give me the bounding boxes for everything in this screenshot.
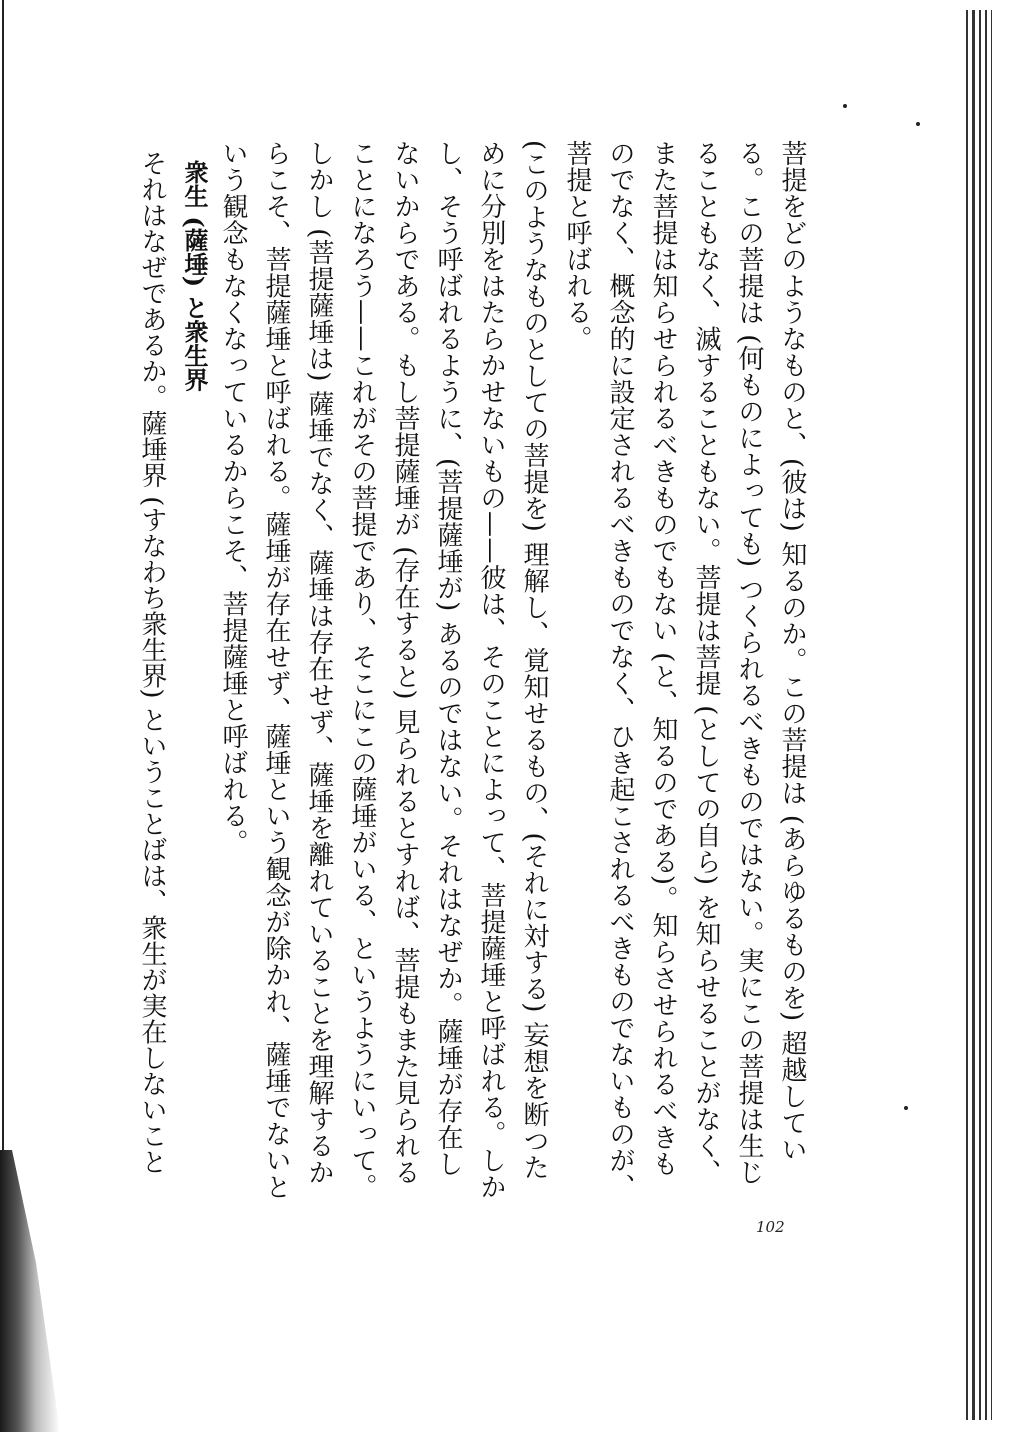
scan-speck xyxy=(843,104,847,108)
scan-edge-line xyxy=(2,0,4,1150)
scan-speck xyxy=(916,122,920,126)
binding-line xyxy=(985,10,987,1420)
paragraph: (このようなものとしての菩提を) 理解し、覚知せるもの、(それに対する) 妄想を断つために分別をはたらかせないもの——彼は、そのことによって、菩提薩埵と呼ばれる。しかし、そう呼ばれるように、(菩提薩埵が) あるのではない。それはなぜか。薩埵が存在しないからである。もし菩提薩埵が (存在すると) 見られるとすれば、菩提もまた見られることになろう——これがその菩提であり、そこにこの薩埵がいる、というようにいって。しかし (菩提薩埵は) 薩埵でなく、薩埵は存在せず、薩埵を離れていることを理解するからこそ、菩提薩埵と呼ばれる。薩埵が存在せず、薩埵という観念が除かれ、薩埵でないという観念もなくなっているからこそ、菩提薩埵と呼ばれる。 xyxy=(218,140,549,1200)
binding-line xyxy=(991,10,992,1420)
binding-line xyxy=(966,10,968,1420)
section-block xyxy=(130,150,216,1210)
paragraph: それはなぜであるか。薩埵界 (すなわち衆生界) ということばは、衆生が実在しないこと xyxy=(137,150,167,1175)
section-heading: 衆生 (薩埵) と衆生界 xyxy=(180,160,209,392)
scan-edge-shadow xyxy=(0,1150,60,1432)
paragraph: 菩提をどのようなものと、(彼は) 知るのか。この菩提は (あらゆるものを) 超越している。この菩提は (何ものによっても) つくられるべきものではない。実にこの菩提は生じることもなく、滅することもない。菩提は菩提 (としての自ら) を知らせることがなく、また菩提は知らせられるべきものでもない (と、知るのである)。知らさせられるべきものでなく、概念的に設定されるべきものでなく、ひき起こされるべきものでないものが、菩提と呼ばれる。 xyxy=(562,140,807,1200)
main-text xyxy=(211,140,813,1200)
binding-line xyxy=(979,10,981,1420)
binding-line xyxy=(972,10,975,1420)
page-number: 102 xyxy=(756,1218,785,1236)
scan-speck xyxy=(904,1106,908,1110)
